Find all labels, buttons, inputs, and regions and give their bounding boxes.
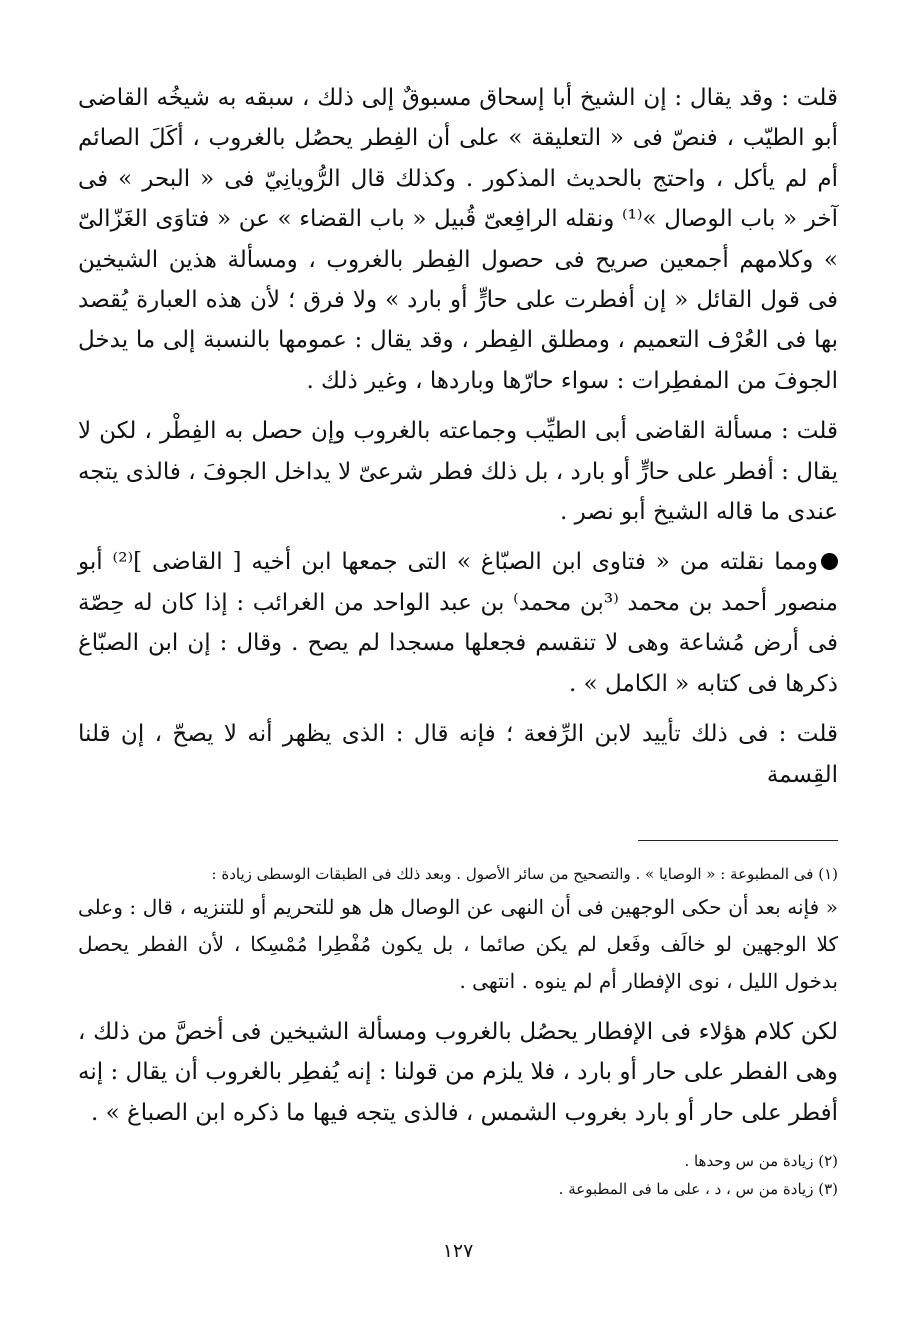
paragraph-3	[78, 542, 838, 704]
paragraph-2: قلت : مسألة القاضى أبى الطيِّب وجماعته بالغروب وإن حصل به الفِطْر ، لكن لا يقال : أفطر على حارٍّ أو بارد ، بل ذلك فطر شرعىّ لا يداخل الجوفَ ، فالذى يتجه عندى ما قاله الشيخ أبو نصر .	[78, 418, 838, 526]
paragraph-4: قلت : فى ذلك تأييد لابن الرِّفعة ؛ فإنه قال : الذى يظهر أنه لا يصحّ ، إن قلنا القِسمة	[78, 721, 838, 788]
footnote-1-label: (١) فى المطبوعة : « الوصايا » . والتصحيح من سائر الأصول . وبعد ذلك فى الطبقات الوسطى زيادة :	[211, 864, 838, 883]
footnote-1-quote: « فإنه بعد أن حكى الوجهين فى أن النهى عن الوصال هل هو للتحريم أو للتنزيه ، قال : وعلى كلا الوجهين لو خالَف وفَعل لم يكن صائما ، بل يكون مُفْطِرا مُمْسِكا ، لأن الفطر يحصل بدخول الليل ، نوى الإفطار أم لم ينوه . انتهى .	[78, 894, 838, 993]
bullet-icon	[821, 553, 838, 570]
paragraph-1: قلت : وقد يقال : إن الشيخ أبا إسحاق مسبوقٌ إلى ذلك ، سبقه به شيخُه القاضى أبو الطيّب ، فنصّ فى « التعليقة » على أن الفِطر يحصُل بالغروب ، أكَلَ الصائم أم لم يأكل ، واحتج بالحديث المذكور . وكذلك قال الرُّويانِيّ فى « البحر » فى آخر « باب الوصال »⁽¹⁾ ونقله الرافِعىّ قُبيل « باب القضاء » عن « فتاوَى الغَزّالىّ » وكلامهم أجمعين صريح فى حصول الفِطر بالغروب ، ومسألة هذين الشيخين فى قول القائل « إن أفطرت على حارٍّ أو بارد » ولا فرق ؛ لأن هذه العبارة يُقصد بها فى العُرْف التعميم ، ومطلق الفِطر ، وقد يقال : عمومها بالنسبة إلى ما يدخل الجوفَ من المفطِرات : سواء حارّها وباردها ، وغير ذلك .	[78, 85, 838, 394]
footnote-2: (٢) زيادة من س وحدها .	[684, 1152, 838, 1171]
footnote-1-continuation: لكن كلام هؤلاء فى الإفطار يحصُل بالغروب ومسألة الشيخين فى أخصَّ من ذلك ، وهى الفطر على حار أو بارد ، فلا يلزم من قولنا : إنه يُفطِر بالغروب أن يقال : إنه أفطر على حار أو بارد بغروب الشمس ، فالذى يتجه فيها ما ذكره ابن الصباغ » .	[78, 1018, 838, 1126]
footnote-divider	[638, 840, 838, 841]
main-text	[78, 78, 838, 795]
footnote-3: (٣) زيادة من س ، د ، على ما فى المطبوعة .	[558, 1180, 838, 1199]
paragraph-3-text: ومما نقلته من « فتاوى ابن الصبّاغ » التى جمعها ابن أخيه [ القاضى ]⁽²⁾ أبو منصور أحمد بن محمد ⁽³بن محمد⁾ بن عبد الواحد من الغرائب : إذا كان له حِصّة فى أرض مُشاعة وهى لا تنقسم فجعلها مسجدا لم يصح . وقال : إن ابن الصبّاغ ذكرها فى كتابه « الكامل » .	[78, 549, 838, 697]
footnotes	[78, 861, 838, 1203]
page-number: ١٢٧	[442, 1240, 474, 1262]
